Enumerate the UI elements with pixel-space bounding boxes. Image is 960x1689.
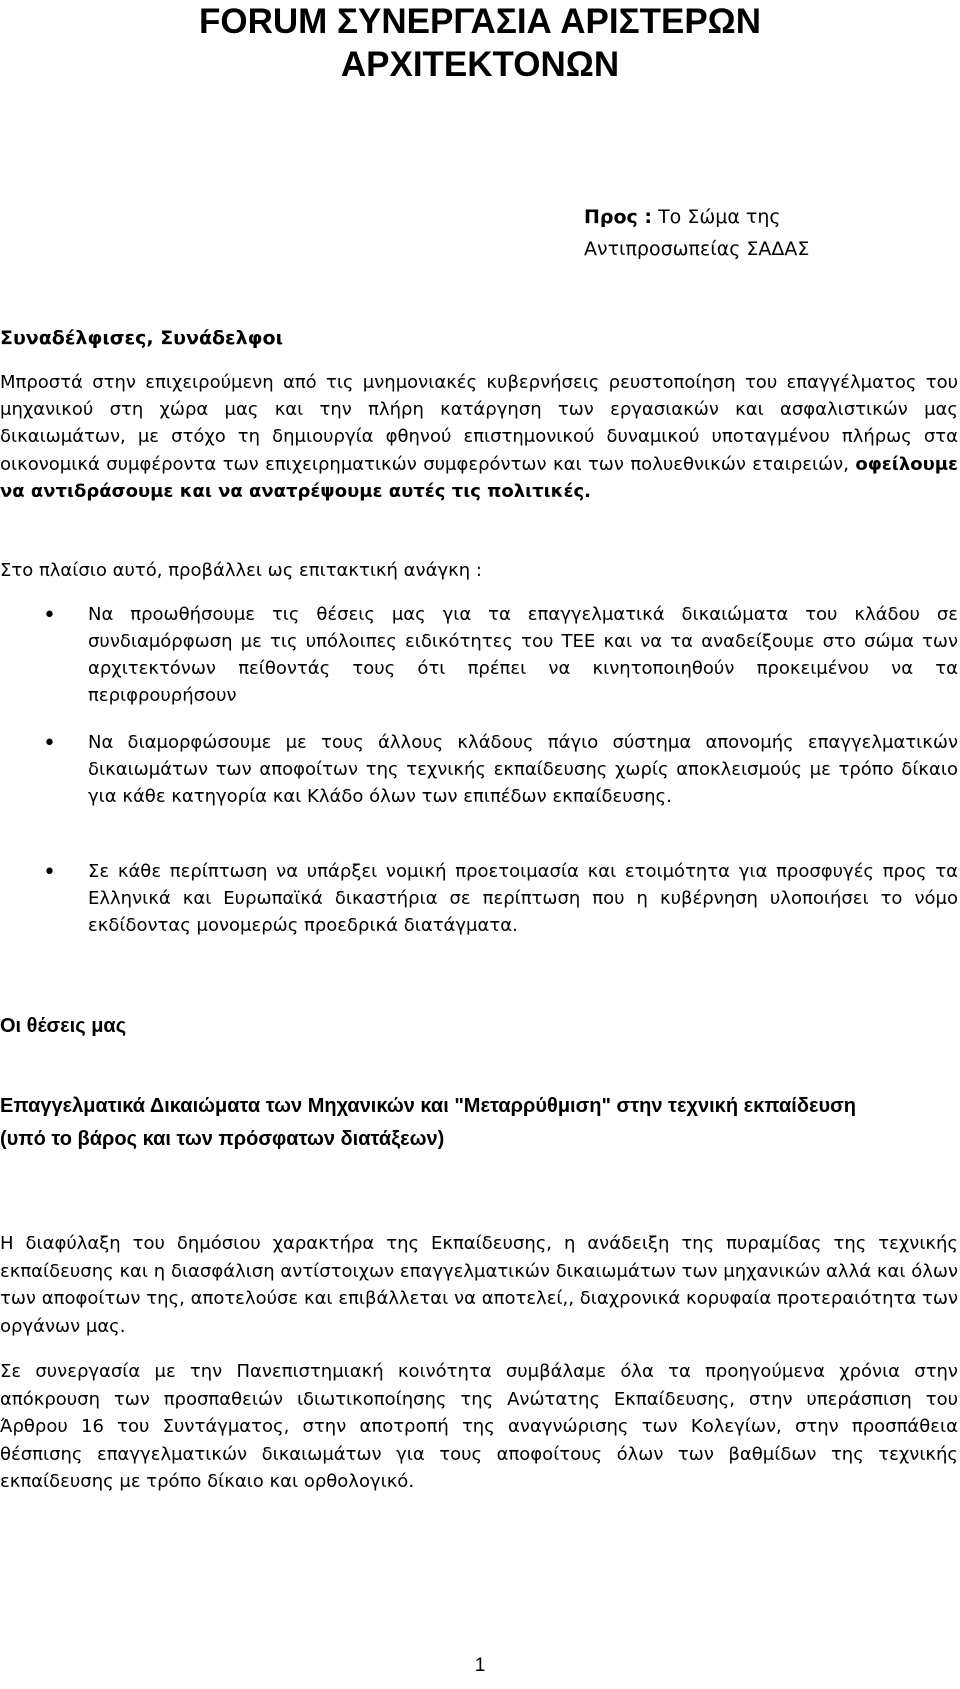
bullet-text: Να διαμορφώσουμε με τους άλλους κλάδους πάγιο σύστημα απονομής επαγγελματικών δικαιωμάτων των αποφοίτων της τεχνικής εκπαίδευσης χωρίς αποκλεισμούς με τρόπο δίκαιο για κάθε κατηγορία και Κλάδο όλων των επιπέδων εκπαίδευσης. [88, 732, 958, 807]
intro-text: Μπροστά στην επιχειρούμενη από τις μνημονιακές κυβερνήσεις ρευστοποίηση του επαγγέλματος του μηχανικού στη χώρα μας και την πλήρη κατάργηση των εργασιακών και ασφαλιστικών μας δικαιωμάτων, με στόχο τη δημιουργία φθηνού επιστημονικού δυναμικού υποταγμένου πλήρως στα οικονομικά συμφέροντα των επιχειρηματικών συμφερόντων και των πολυεθνικών εταιρειών, [0, 372, 958, 475]
title-line-1: FORUM ΣΥΝΕΡΓΑΣΙΑ ΑΡΙΣΤΕΡΩΝ [198, 2, 762, 41]
recipient-line-1: Το Σώμα της [652, 206, 781, 228]
page-number: 1 [474, 1655, 486, 1676]
bullet-text: Σε κάθε περίπτωση να υπάρξει νομική προετοιμασία και ετοιμότητα για προσφυγές προς τα Ελληνικά και Ευρωπαϊκά δικαστήρια σε περίπτωση που η κυβέρνηση υλοποιήσει το νόμο εκδίδοντας μονομερώς προεδρικά διατάγματα. [88, 861, 958, 936]
bullet-text: Να προωθήσουμε τις θέσεις μας για τα επαγγελματικά δικαιώματα του κλάδου σε συνδιαμόρφωση με τις υπόλοιπες ειδικότητες του ΤΕΕ και να τα αναδείξουμε στο σώμα των αρχιτεκτόνων πείθοντάς τους ότι πρέπει να κινητοποιηθούν προκειμένου να τα περιφρουρήσουν [88, 604, 958, 706]
education-paragraph-2: Σε συνεργασία με την Πανεπιστημιακή κοινότητα συμβάλαμε όλα τα προηγούμενα χρόνια στην απόκρουση των προσπαθειών ιδιωτικοποίησης της Ανώτατης Εκπαίδευσης, στην υπεράσπιση του Άρθρου 16 του Συντάγματος, στην αποτροπή της αναγνώρισης των Κολεγίων, στην προσπάθεια θέσπισης επαγγελματικών δικαιωμάτων για τους αποφοίτους όλων των βαθμίδων της τεχνικής εκπαίδευσης με τρόπο δίκαιο και ορθολογικό. [0, 1361, 958, 1492]
recipient-line-2: Αντιπροσωπείας ΣΑΔΑΣ [584, 238, 810, 260]
bullet-icon: • [43, 860, 56, 885]
intro-emphasis: οφείλουμε να αντιδράσουμε και να ανατρέψουμε αυτές τις πολιτικές. [0, 453, 958, 502]
bullet-item [0, 729, 958, 810]
bullet-item [0, 601, 958, 709]
bullet-icon: • [43, 603, 56, 628]
subheading [0, 1090, 958, 1156]
greeting: Συναδέλφισες, Συνάδελφοι [0, 327, 283, 349]
title-line-2: ΑΡΧΙΤΕΚΤΟΝΩΝ [340, 45, 620, 84]
bullet-item [0, 858, 958, 939]
intro-paragraph [0, 369, 958, 505]
education-paragraph-1: Η διαφύλαξη του δημόσιου χαρακτήρα της Εκπαίδευσης, η ανάδειξη της πυραμίδας της τεχνικής εκπαίδευσης και η διασφάλιση αντίστοιχων επαγγελματικών δικαιωμάτων των μηχανικών αλλά και όλων των αποφοίτων της, αποτελούσε και επιβάλλεται να αποτελεί,, διαχρονικά κορυφαία προτεραιότητα των οργάνων μας. [0, 1233, 958, 1337]
context-line: Στο πλαίσιο αυτό, προβάλλει ως επιτακτική ανάγκη : [0, 560, 482, 581]
section-heading: Οι θέσεις μας [0, 1015, 127, 1037]
document-title [0, 0, 960, 86]
bullet-icon: • [43, 731, 56, 756]
recipient-label: Προς : [584, 206, 653, 228]
recipient-block [584, 201, 809, 265]
subheading-line-2: (υπό το βάρος και των πρόσφατων διατάξεων) [0, 1128, 445, 1150]
subheading-line-1: Επαγγελματικά Δικαιώματα των Μηχανικών και "Μεταρρύθμιση" στην τεχνική εκπαίδευση [0, 1095, 857, 1117]
